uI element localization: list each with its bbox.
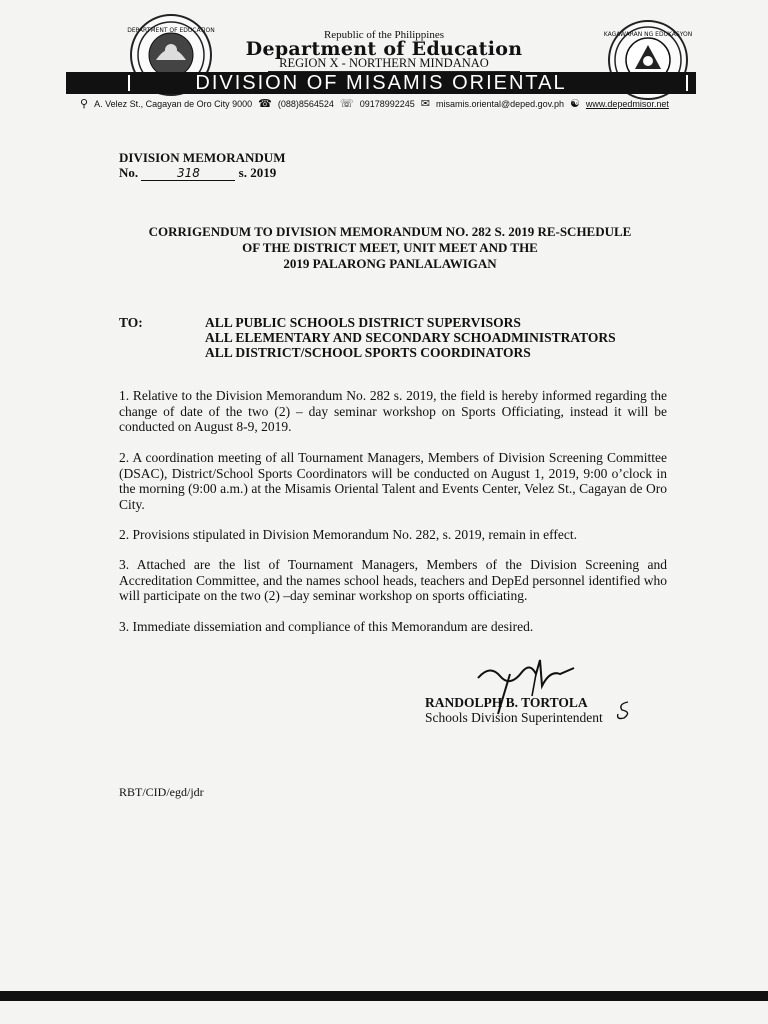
recipient: ALL DISTRICT/SCHOOL SPORTS COORDINATORS bbox=[205, 345, 531, 360]
body-paragraph: 2. A coordination meeting of all Tournament Managers, Members of Division Screening Committee (DSAC), District/School Sports Coordinators will be conducted on August 1, 2019, 9:00 o’clock in the morning (9:00 a.m.) at the Misamis Oriental Talent and Events Center, Velez St., Cagayan de Oro City. bbox=[119, 450, 667, 512]
reference-code: RBT/CID/egd/jdr bbox=[119, 785, 204, 799]
svg-text:DEPARTMENT OF EDUCATION: DEPARTMENT OF EDUCATION bbox=[127, 27, 215, 34]
signatory-name: RANDOLPH B. TORTOLA bbox=[425, 695, 588, 710]
memo-title: DIVISION MEMORANDUM bbox=[119, 150, 286, 165]
signatory-title: Schools Division Superintendent bbox=[425, 710, 603, 725]
memo-number-label: No. bbox=[119, 165, 139, 180]
globe-icon: ☯ bbox=[570, 98, 580, 110]
email-address[interactable]: misamis.oriental@deped.gov.ph bbox=[435, 98, 565, 109]
subject-line: 2019 PALARONG PANLALAWIGAN bbox=[283, 256, 497, 271]
mobile-number: 09178992245 bbox=[359, 98, 415, 109]
recipient: ALL PUBLIC SCHOOLS DISTRICT SUPERVISORS bbox=[205, 315, 521, 330]
department-name: Department of Education bbox=[245, 38, 523, 60]
memo-number-line bbox=[119, 165, 276, 181]
body-paragraph: 1. Relative to the Division Memorandum No. 282 s. 2019, the field is hereby informed regarding the change of date of the two (2) – day seminar workshop on Sports Officiating, instead it will be conducted on August 8-9, 2019. bbox=[119, 388, 667, 434]
subject-line: CORRIGENDUM TO DIVISION MEMORANDUM NO. 282 S. 2019 RE-SCHEDULE bbox=[148, 224, 632, 239]
division-name: DIVISION OF MISAMIS ORIENTAL bbox=[195, 72, 567, 94]
banner-divider bbox=[686, 75, 688, 91]
website-link[interactable]: www.depedmisor.net bbox=[585, 98, 669, 109]
recipient: ALL ELEMENTARY AND SECONDARY SCHOADMINISTRATORS bbox=[205, 330, 616, 345]
initials-mark bbox=[612, 698, 636, 722]
telephone-icon: ☎ bbox=[258, 98, 272, 110]
division-banner bbox=[66, 72, 696, 94]
to-label: TO: bbox=[119, 315, 143, 330]
memo-series: s. 2019 bbox=[238, 165, 277, 180]
recipient-list bbox=[205, 315, 616, 360]
subject-line: OF THE DISTRICT MEET, UNIT MEET AND THE bbox=[242, 240, 538, 255]
scan-edge bbox=[0, 991, 768, 1001]
region-line: REGION X - NORTHERN MINDANAO bbox=[279, 56, 489, 70]
memo-subject bbox=[110, 224, 670, 272]
banner-divider bbox=[128, 75, 130, 91]
contact-bar bbox=[80, 97, 760, 110]
body-paragraph: 3. Attached are the list of Tournament Managers, Members of the Division Screening and Accreditation Committee, and the names school heads, teachers and DepEd personnel identified who will participate on the two (2) –day seminar workshop on sports officiating. bbox=[119, 557, 667, 603]
republic-line: Republic of the Philippines bbox=[323, 29, 445, 41]
telephone-number: (088)8564524 bbox=[277, 98, 334, 109]
email-icon: ✉ bbox=[420, 98, 430, 110]
mobile-phone-icon: ☏ bbox=[339, 98, 354, 110]
location-pin-icon: ⚲ bbox=[80, 98, 89, 110]
memo-number: 318 bbox=[141, 166, 235, 181]
address: A. Velez St., Cagayan de Oro City 9000 bbox=[94, 98, 253, 109]
svg-text:KAGAWARAN NG EDUKASYON: KAGAWARAN NG EDUKASYON bbox=[603, 31, 693, 38]
body-paragraph: 3. Immediate dissemiation and compliance of this Memorandum are desired. bbox=[119, 619, 534, 634]
body-paragraph: 2. Provisions stipulated in Division Memorandum No. 282, s. 2019, remain in effect. bbox=[119, 527, 577, 542]
